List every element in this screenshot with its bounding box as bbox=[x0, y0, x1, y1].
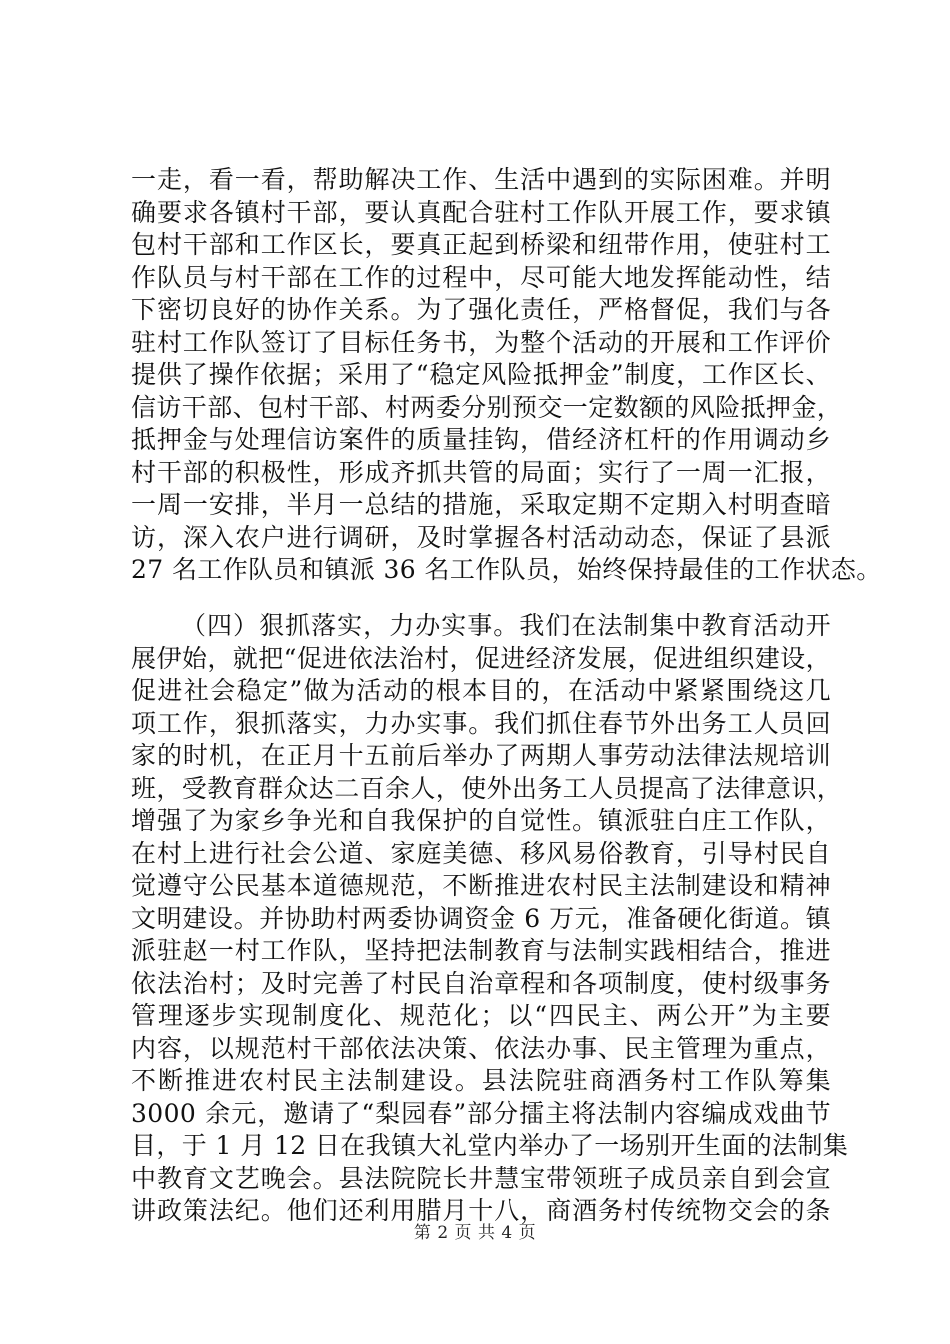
text-line: 觉遵守公民基本道德规范，不断推进农村民主法制建设和精神 bbox=[131, 871, 831, 900]
text-line: 3000 余元，邀请了“梨园春”部分擂主将法制内容编成戏曲节 bbox=[131, 1098, 831, 1128]
text-line: 抵押金与处理信访案件的质量挂钩，借经济杠杆的作用调动乡 bbox=[131, 425, 831, 454]
text-line: 中教育文艺晚会。县法院院长井慧宝带领班子成员亲自到会宣 bbox=[131, 1163, 831, 1193]
text-line: 展伊始，就把“促进依法治村，促进经济发展，促进组织建设， bbox=[131, 643, 831, 673]
text-line: 提供了操作依据；采用了“稳定风险抵押金”制度，工作区长、 bbox=[131, 360, 831, 389]
text-line: 村干部的积极性，形成齐抓共管的局面；实行了一周一汇报， bbox=[131, 457, 831, 487]
text-line: 不断推进农村民主法制建设。县法院驻商酒务村工作队筹集 bbox=[131, 1066, 831, 1095]
text-line: 一走，看一看，帮助解决工作、生活中遇到的实际困难。并明 bbox=[131, 165, 831, 194]
text-line: 促进社会稳定”做为活动的根本目的，在活动中紧紧围绕这几 bbox=[131, 676, 831, 705]
text-line: 派驻赵一村工作队，坚持把法制教育与法制实践相结合，推进 bbox=[131, 936, 831, 965]
text-line: 依法治村；及时完善了村民自治章程和各项制度，使村级事务 bbox=[131, 968, 831, 998]
text-line: 内容，以规范村干部依法决策、依法办事、民主管理为重点， bbox=[131, 1033, 831, 1063]
text-line: 管理逐步实现制度化、规范化；以“四民主、两公开”为主要 bbox=[131, 1001, 831, 1030]
text-line: （四）狠抓落实，力办实事。我们在法制集中教育活动开 bbox=[181, 611, 831, 640]
text-line: 目，于 1 月 12 日在我镇大礼堂内举办了一场别开生面的法制集 bbox=[131, 1131, 849, 1160]
text-line: 27 名工作队员和镇派 36 名工作队员，始终保持最佳的工作状态。 bbox=[131, 555, 882, 584]
text-line: 班，受教育群众达二百余人，使外出务工人员提高了法律意识， bbox=[131, 773, 843, 803]
text-line: 下密切良好的协作关系。为了强化责任，严格督促，我们与各 bbox=[131, 295, 831, 324]
page-number-footer: 第 2 页 共 4 页 bbox=[413, 1223, 537, 1243]
text-line: 文明建设。并协助村两委协调资金 6 万元，准备硬化街道。镇 bbox=[131, 903, 831, 933]
text-line: 信访干部、包村干部、村两委分别预交一定数额的风险抵押金， bbox=[131, 392, 843, 422]
paragraph-continued bbox=[131, 164, 882, 587]
text-line: 确要求各镇村干部，要认真配合驻村工作队开展工作，要求镇 bbox=[131, 197, 831, 227]
text-line: 一周一安排，半月一总结的措施，采取定期不定期入村明查暗 bbox=[131, 490, 831, 519]
text-line: 作队员与村干部在工作的过程中，尽可能大地发挥能动性，结 bbox=[131, 262, 831, 292]
paragraph-section-four bbox=[131, 610, 849, 1228]
text-line: 项工作，狠抓落实，力办实事。我们抓住春节外出务工人员回 bbox=[131, 708, 831, 738]
text-line: 讲政策法纪。他们还利用腊月十八，商酒务村传统物交会的条 bbox=[131, 1196, 831, 1225]
text-line: 包村干部和工作区长，要真正起到桥梁和纽带作用，使驻村工 bbox=[131, 230, 831, 259]
text-line: 访，深入农户进行调研，及时掌握各村活动动态，保证了县派 bbox=[131, 522, 831, 552]
text-line: 增强了为家乡争光和自我保护的自觉性。镇派驻白庄工作队， bbox=[131, 806, 831, 835]
text-line: 在村上进行社会公道、家庭美德、移风易俗教育，引导村民自 bbox=[131, 838, 831, 868]
text-line: 驻村工作队签订了目标任务书，为整个活动的开展和工作评价 bbox=[131, 327, 831, 357]
text-line: 家的时机，在正月十五前后举办了两期人事劳动法律法规培训 bbox=[131, 741, 831, 770]
